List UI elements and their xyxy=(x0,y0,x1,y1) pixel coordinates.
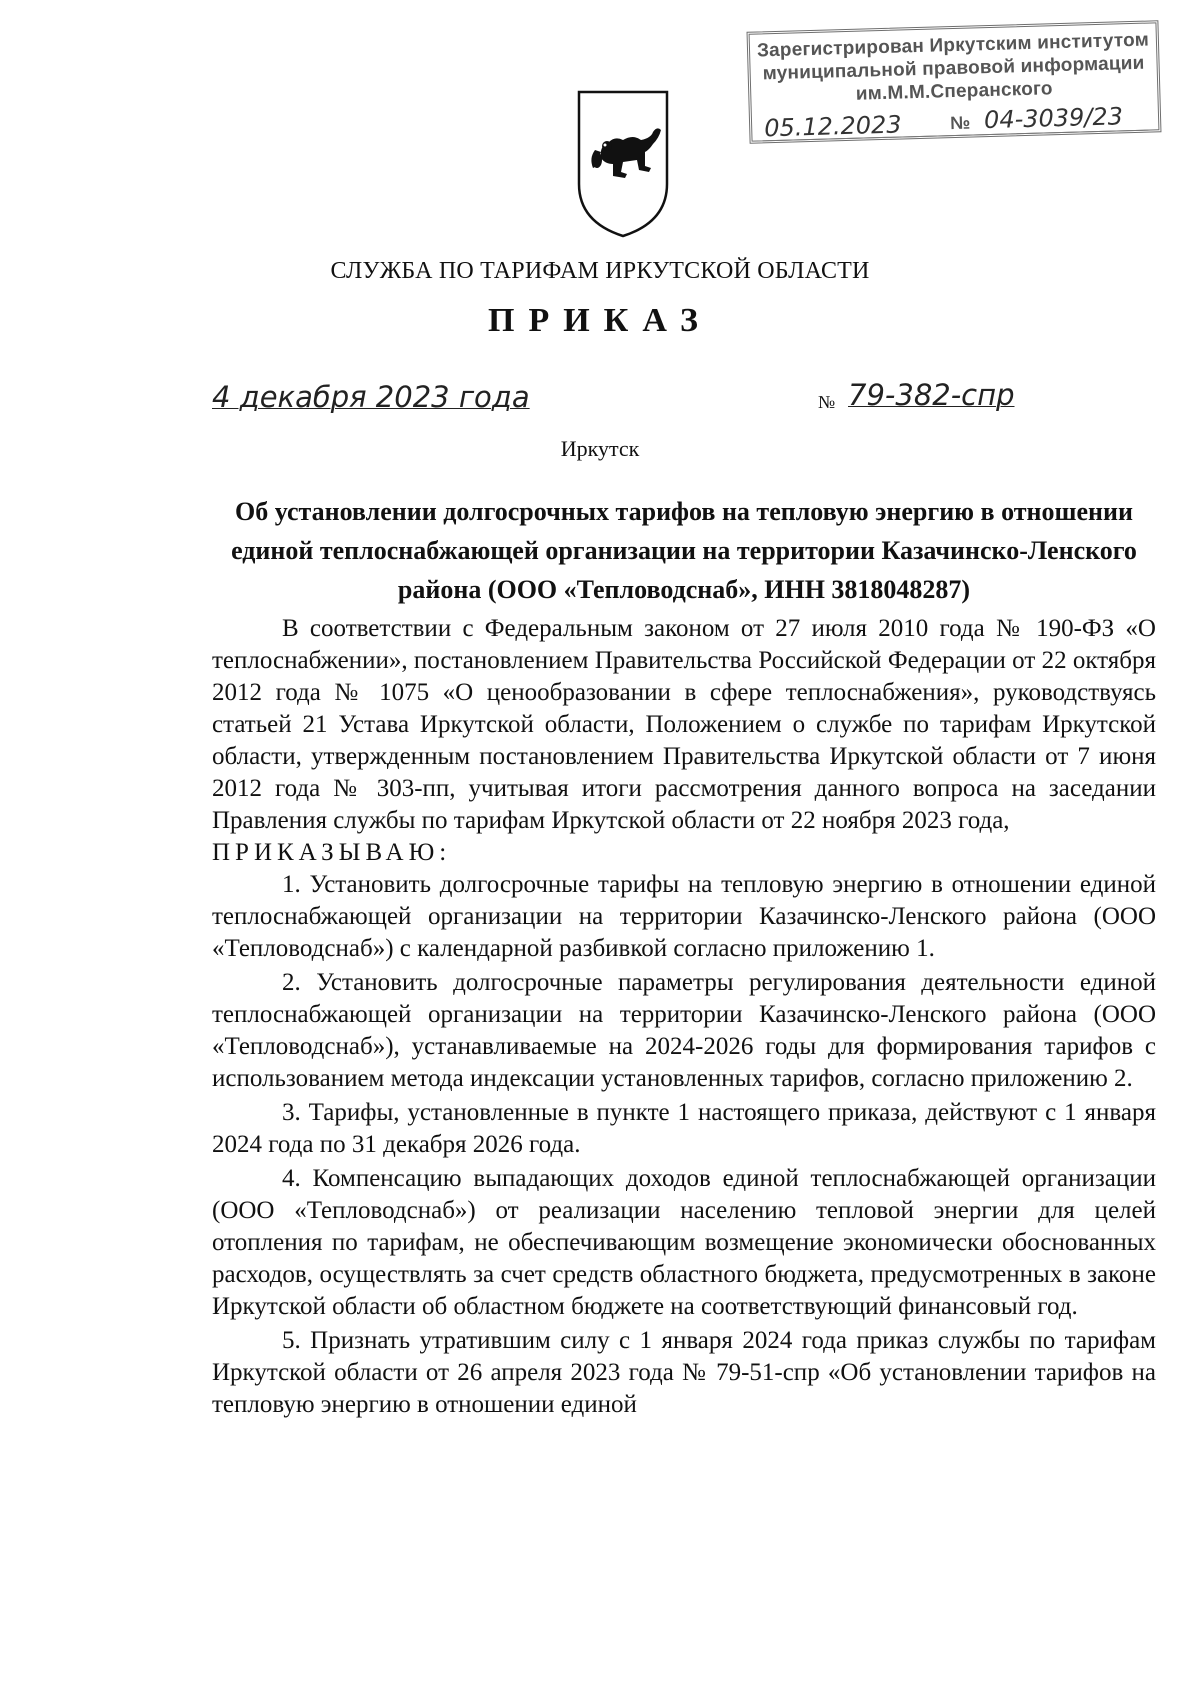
stamp-number-label: № xyxy=(949,112,971,134)
stamp-line-3: им.М.М.Сперанского xyxy=(855,78,1053,105)
preamble-paragraph: В соответствии с Федеральным законом от 27 июля 2010 года № 190-ФЗ «О теплоснабжении», постановлением Правительства Российской Федерации от 22 октября 2012 года № 1075 «О ценообразовании в сфере теплоснабжения», руководствуясь статьей 21 Устава Иркутской области, Положением о службе по тарифам Иркутской области, утвержденным постановлением Правительства Иркутской области от 7 июня 2012 года № 303-пп, учитывая итоги рассмотрения данного вопроса на заседании Правления службы по тарифам Иркутской области от 22 ноября 2023 года, xyxy=(212,615,1156,834)
order-item-4: 4. Компенсацию выпадающих доходов единой теплоснабжающей организации (ООО «Тепловодснаб») от реализации населению тепловой энергии для целей отопления по тарифам, не обеспечивающим возмещение экономически обоснованных расходов, осуществлять за счет средств областного бюджета, предусмотренных в законе Иркутской области об областном бюджете на соответствующий финансовый год. xyxy=(212,1165,1156,1320)
irkutsk-coat-of-arms-icon xyxy=(575,88,671,240)
document-body xyxy=(212,613,1156,1423)
order-date: 4 декабря 2023 года xyxy=(212,380,530,414)
stamp-line-1: Зарегистрирован Иркутским институтом xyxy=(756,29,1150,62)
order-item-5: 5. Признать утратившим силу с 1 января 2024 года приказ службы по тарифам Иркутской области от 26 апреля 2023 года № 79-51-спр «Об установлении тарифов на тепловую энергию в отношении единой xyxy=(212,1327,1156,1418)
stamp-number: 04-3039/23 xyxy=(983,102,1124,135)
agency-name: СЛУЖБА ПО ТАРИФАМ ИРКУТСКОЙ ОБЛАСТИ xyxy=(330,258,870,284)
order-word: ПРИКАЗЫВАЮ: xyxy=(212,839,452,866)
stamp-line-2: муниципальной правовой информации xyxy=(762,52,1145,85)
order-number-label: № xyxy=(818,392,836,412)
order-item-3: 3. Тарифы, установленные в пункте 1 настоящего приказа, действуют с 1 января 2024 года по 31 декабря 2026 года. xyxy=(212,1099,1156,1158)
city: Иркутск xyxy=(560,436,640,461)
registration-stamp xyxy=(747,20,1162,143)
order-item-2: 2. Установить долгосрочные параметры регулирования деятельности единой теплоснабжающей организации на территории Казачинско-Ленского района (ООО «Тепловодснаб»), устанавливаемые на 2024-2026 годы для формирования тарифов с использованием метода индексации установленных тарифов, согласно приложению 2. xyxy=(212,969,1156,1092)
order-item-1: 1. Установить долгосрочные тарифы на тепловую энергию в отношении единой теплоснабжающей организации на территории Казачинско-Ленского района (ООО «Тепловодснаб») с календарной разбивкой согласно приложению 1. xyxy=(212,871,1156,962)
document-heading: Об установлении долгосрочных тарифов на тепловую энергию в отношении единой теплоснабжающей организации на территории Казачинско-Ленского района (ООО «Тепловодснаб», ИНН 3818048287) xyxy=(231,497,1137,604)
order-title: ПРИКАЗ xyxy=(488,302,712,339)
stamp-date: 05.12.2023 xyxy=(763,110,902,143)
order-number: 79-382-спр xyxy=(848,378,1015,412)
